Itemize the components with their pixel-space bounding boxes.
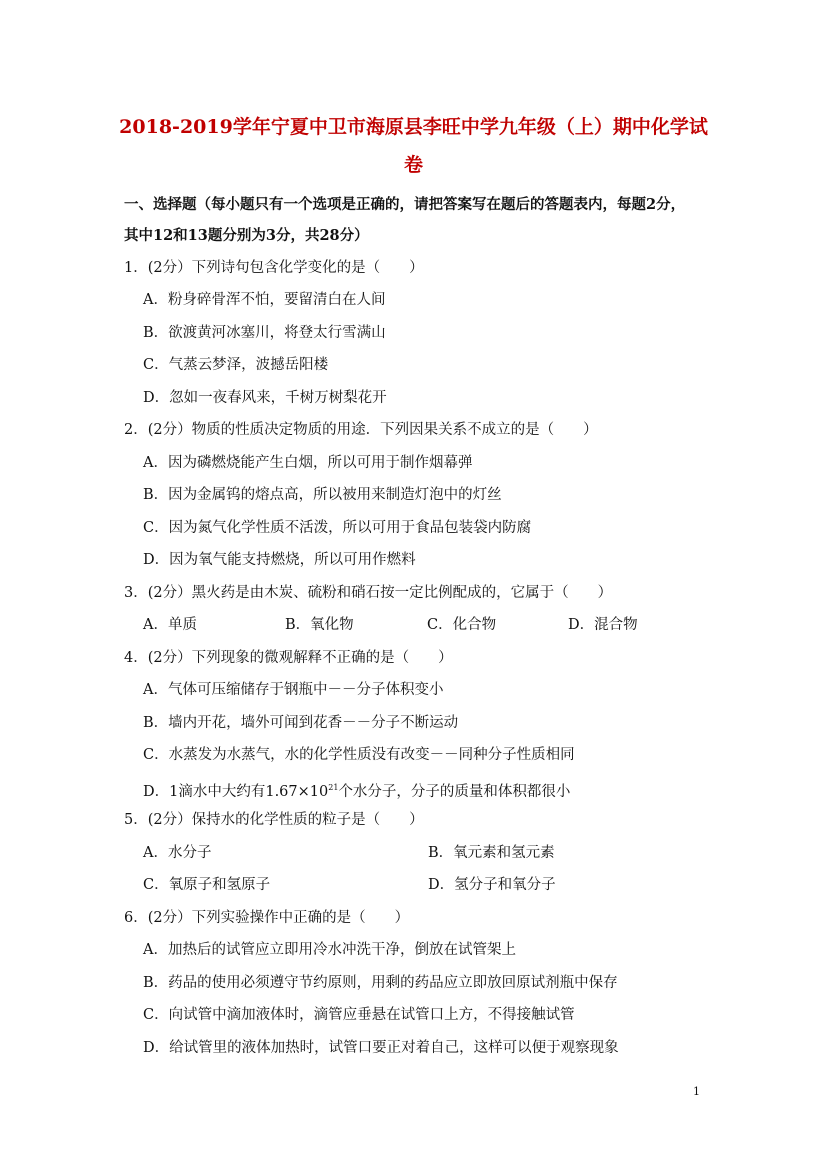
question-1-option-d: D．忽如一夜春风来，千树万树梨花开 xyxy=(143,390,387,406)
question-6-option-b: B．药品的使用必须遵守节约原则，用剩的药品应立即放回原试剂瓶中保存 xyxy=(143,975,618,991)
question-5-option-d: D．氢分子和氧分子 xyxy=(428,877,556,893)
question-4-option-b: B．墙内开花，墙外可闻到花香－－分子不断运动 xyxy=(143,715,459,731)
question-5-option-a: A．水分子 xyxy=(143,845,212,861)
question-6-option-d: D．给试管里的液体加热时，试管口要正对着自己，这样可以便于观察现象 xyxy=(143,1040,619,1056)
question-3-option-a: A．单质 xyxy=(143,617,197,633)
question-3-option-b: B．氧化物 xyxy=(285,617,354,633)
question-2-stem: 2．(2分）物质的性质决定物质的用途．下列因果关系不成立的是（ ） xyxy=(124,422,598,438)
question-4-option-d-part2: 个水分子，分子的质量和体积都很小 xyxy=(338,783,571,800)
question-4-option-d xyxy=(143,778,570,802)
document-title-line1: 2018-2019学年宁夏中卫市海原县李旺中学九年级（上）期中化学试 xyxy=(119,116,708,138)
question-5-stem: 5．(2分）保持水的化学性质的粒子是（ ） xyxy=(124,812,424,828)
question-1-stem: 1．(2分）下列诗句包含化学变化的是（ ） xyxy=(124,260,424,276)
question-3-option-c: C．化合物 xyxy=(427,617,497,633)
question-6-option-c: C．向试管中滴加液体时，滴管应垂悬在试管口上方，不得接触试管 xyxy=(143,1007,575,1023)
question-4-option-a: A．气体可压缩储存于钢瓶中－－分子体积变小 xyxy=(143,682,444,698)
question-2-option-d: D．因为氧气能支持燃烧，所以可用作燃料 xyxy=(143,552,416,568)
question-2-option-b: B．因为金属钨的熔点高，所以被用来制造灯泡中的灯丝 xyxy=(143,487,502,503)
document-title-line2: 卷 xyxy=(403,154,423,176)
question-2-option-c: C．因为氮气化学性质不活泼，所以可用于食品包装袋内防腐 xyxy=(143,520,532,536)
question-1-option-b: B．欲渡黄河冰塞川，将登太行雪满山 xyxy=(143,325,386,341)
question-3-stem: 3．(2分）黑火药是由木炭、硫粉和硝石按一定比例配成的，它属于（ ） xyxy=(124,585,613,601)
question-2-option-a: A．因为磷燃烧能产生白烟，所以可用于制作烟幕弹 xyxy=(143,455,473,471)
section-heading-line2: 其中12和13题分别为3分，共28分） xyxy=(124,227,369,244)
question-6-stem: 6．(2分）下列实验操作中正确的是（ ） xyxy=(124,910,410,926)
question-4-option-d-exponent: 21 xyxy=(328,783,339,792)
question-4-option-c: C．水蒸发为水蒸气，水的化学性质没有改变－－同种分子性质相同 xyxy=(143,747,575,763)
question-4-option-d-part1: D．1滴水中大约有1.67×10 xyxy=(143,783,329,800)
question-1-option-a: A．粉身碎骨浑不怕，要留清白在人间 xyxy=(143,292,386,308)
question-6-option-a: A．加热后的试管应立即用冷水冲洗干净，倒放在试管架上 xyxy=(143,942,516,958)
question-5-option-b: B．氧元素和氢元素 xyxy=(428,845,555,861)
question-4-stem: 4．(2分）下列现象的微观解释不正确的是（ ） xyxy=(124,650,453,666)
question-1-option-c: C．气蒸云梦泽，波撼岳阳楼 xyxy=(143,357,329,373)
page-number: 1 xyxy=(693,1085,700,1098)
question-5-option-c: C．氧原子和氢原子 xyxy=(143,877,271,893)
question-3-option-d: D．混合物 xyxy=(568,617,638,633)
section-heading-line1: 一、选择题（每小题只有一个选项是正确的，请把答案写在题后的答题表内，每题2分， xyxy=(124,196,686,213)
